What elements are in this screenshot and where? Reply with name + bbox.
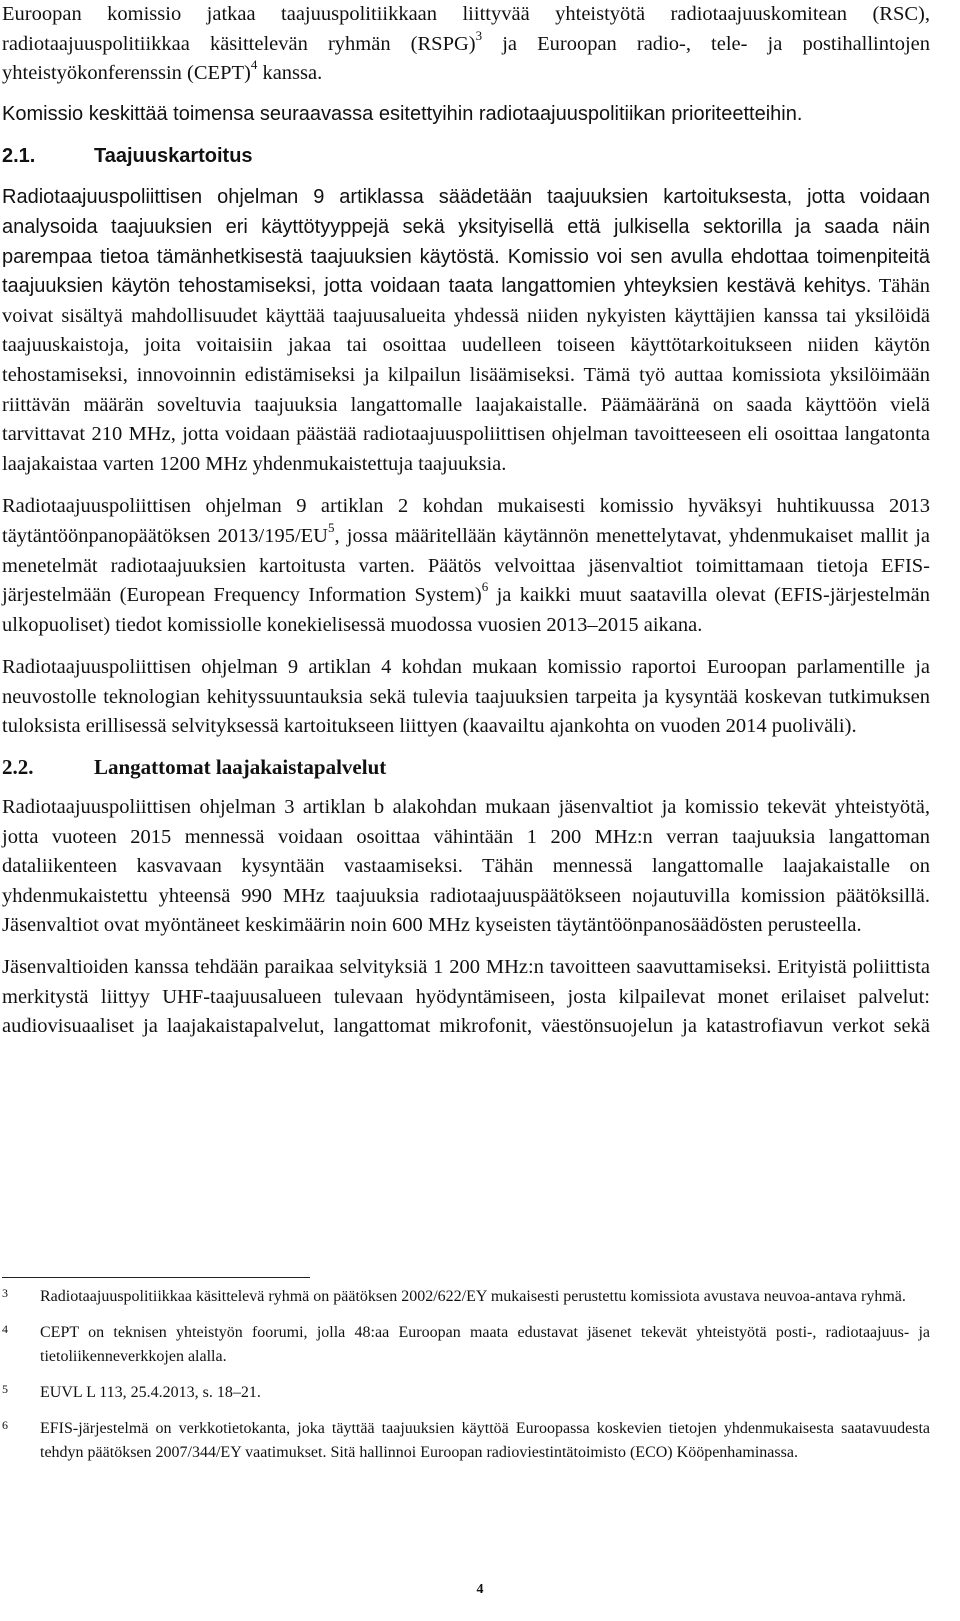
section-2-1-paragraph-1 xyxy=(2,183,930,479)
paragraph-text-b: , jossa määritellään käytännön menettelytavat, yhdenmukaiset mallit ja menetelmät radiotaajuuksien kartoitusta varten. Päätös velvoittaa jäsenvaltiot toimittamaan tietoja EFIS-järjestelmään (European Frequency Information System) xyxy=(2,524,931,607)
paragraph-text-c: ja kaikki muut saatavilla olevat (EFIS-järjestelmän ulkopuoliset) tiedot komissiolle konekielisessä muodossa vuosien 2013–2015 aikana. xyxy=(2,584,930,636)
intro-text-c: kanssa. xyxy=(257,62,323,85)
footnote-text: Radiotaajuuspolitiikkaa käsittelevä ryhmä on päätöksen 2002/622/EY mukaisesti perustettu komissiota avustava neuvoa-antava ryhmä. xyxy=(40,1288,906,1305)
paragraph-text-sans: Radiotaajuuspoliittisen ohjelman 9 artiklassa säädetään taajuuksien kartoituksesta, jotta voidaan analysoida taajuuksien eri käyttötyyppejä sekä yksityisellä että julkisella sektorilla ja saada näin parempaa tietoa tämänhetkisestä taajuuksien käytöstä. Komissio voi sen avulla ehdottaa toimenpiteitä taajuuksien käytön tehostamiseksi, jotta voidaan taata langattomien yhteyksien kestävä kehitys. xyxy=(2,186,930,298)
section-heading-2-2 xyxy=(2,752,930,782)
section-number: 2.2. xyxy=(2,755,34,780)
footnote-number: 3 xyxy=(2,1286,8,1300)
section-number: 2.1. xyxy=(2,145,36,168)
section-2-1-paragraph-3: Radiotaajuuspoliittisen ohjelman 9 artiklan 4 kohdan mukaan komissio raportoi Euroopan parlamentille ja neuvostolle teknologian kehityssuuntauksia sekä tulevia taajuuksien tarpeita ja kysyntää koskevan tutkimuksen tuloksista erillisessä selvityksessä kartoitukseen liittyen (kaavailtu ajankohta on vuoden 2014 puoliväli). xyxy=(2,656,930,738)
footnote-5 xyxy=(2,1381,930,1405)
footnote-ref-5[interactable]: 5 xyxy=(328,520,335,536)
section-heading-2-1 xyxy=(2,141,930,171)
section-title: Langattomat laajakaistapalvelut xyxy=(94,755,387,780)
footnote-4 xyxy=(2,1321,930,1369)
section-2-1-paragraph-2 xyxy=(2,492,930,640)
footnote-ref-6[interactable]: 6 xyxy=(481,579,489,595)
intro-text-a: Euroopan komissio jatkaa taajuuspolitiikkaan liittyvää yhteistyötä radiotaajuuskomitean (RSC), radiotaajuuspolitiikkaa käsittelevän ryhmän (RSPG) xyxy=(2,3,930,55)
section-2-2-paragraph-2: Jäsenvaltioiden kanssa tehdään paraikaa selvityksiä 1 200 MHz:n tavoitteen saavuttamiseksi. Erityistä poliittista merkitystä liittyy UHF-taajuusalueen tulevaan hyödyntämiseen, josta kilpailevat monet erilaiset palvelut: audiovisuaaliset ja laajakaistapalvelut, langattomat mikrofonit, väestönsuojelun ja katastrofiavun verkot sekä xyxy=(2,956,930,1038)
footnote-ref-3[interactable]: 3 xyxy=(475,27,483,43)
section-2-2-paragraph-1: Radiotaajuuspoliittisen ohjelman 3 artiklan b alakohdan mukaan jäsenvaltiot ja komissio tekevät yhteistyötä, jotta vuoteen 2015 mennessä voidaan osoittaa vähintään 1 200 MHz:n verran taajuuksia langattoman dataliikenteen kasvavaan kysyntään vastaamiseksi. Tähän mennessä langattomalle laajakaistalle on yhdenmukaistettu yhteensä 990 MHz taajuuksia radiotaajuuspäätökseen nojautuvilla komission päätöksillä. Jäsenvaltiot ovat myöntäneet keskimäärin noin 600 MHz kyseisten täytäntöönpanosäädösten perusteella. xyxy=(2,796,930,937)
main-text xyxy=(2,0,930,1042)
intro-priorities-paragraph: Komissio keskittää toimensa seuraavassa esitettyihin radiotaajuuspolitiikan prioriteetteihin. xyxy=(2,102,803,125)
intro-paragraph xyxy=(2,0,930,89)
intro-text-b: ja Euroopan radio-, tele- ja postihallintojen yhteistyökonferenssin (CEPT) xyxy=(2,32,930,85)
section-title: Taajuuskartoitus xyxy=(94,145,253,168)
footnote-3 xyxy=(2,1285,930,1309)
footnote-number: 6 xyxy=(2,1418,8,1432)
footnote-separator xyxy=(2,1277,310,1278)
footnote-ref-4[interactable]: 4 xyxy=(250,57,258,73)
footnote-text: EUVL L 113, 25.4.2013, s. 18–21. xyxy=(40,1384,261,1401)
paragraph-text-a: Radiotaajuuspoliittisen ohjelman 9 artiklan 2 kohdan mukaisesti komissio hyväksyi huhtikuussa 2013 täytäntöönpanopäätöksen 2013/195/EU xyxy=(2,495,930,547)
paragraph-text-serif: Tähän voivat sisältyä mahdollisuudet käyttää taajuusalueita yhdessä niiden nykyisten käyttäjien kanssa tai yksilöidä taajuuskaistoja, joita voitaisiin jakaa tai osoittaa uudelleen toiseen käyttötarkoitukseen niiden käytön tehostamiseksi, innovoinnin edistämiseksi ja kilpailun lisäämiseksi. Tämä työ auttaa komissiota yksilöimään riittävän määrän soveltuvia taajuuksia langattomalle laajakaistalle. Päämääränä on saada käyttöön vielä tarvittavat 210 MHz, jotta voidaan päästää radiotaajuuspoliittisen ohjelman tavoitteeseen eli osoittaa langatonta laajakaistaa varten 1200 MHz yhdenmukaistettuja taajuuksia. xyxy=(2,275,930,475)
footnotes xyxy=(2,1285,930,1465)
footnote-number: 5 xyxy=(2,1382,8,1396)
footnote-6 xyxy=(2,1417,930,1465)
footnote-text: CEPT on teknisen yhteistyön foorumi, jolla 48:aa Euroopan maata edustavat jäsenet tekevät yhteistyötä posti-, radiotaajuus- ja tietoliikenneverkkojen alalla. xyxy=(40,1324,930,1365)
footnote-text: EFIS-järjestelmä on verkkotietokanta, joka täyttää taajuuksien käyttöä Euroopassa koskevien tietojen yhdenmukaisesta saatavuudesta tehdyn päätöksen 2007/344/EY vaatimukset. Sitä hallinnoi Euroopan radioviestintätoimisto (ECO) Kööpenhaminassa. xyxy=(40,1420,930,1461)
footnote-number: 4 xyxy=(2,1322,8,1336)
page-number: 4 xyxy=(476,1582,484,1597)
